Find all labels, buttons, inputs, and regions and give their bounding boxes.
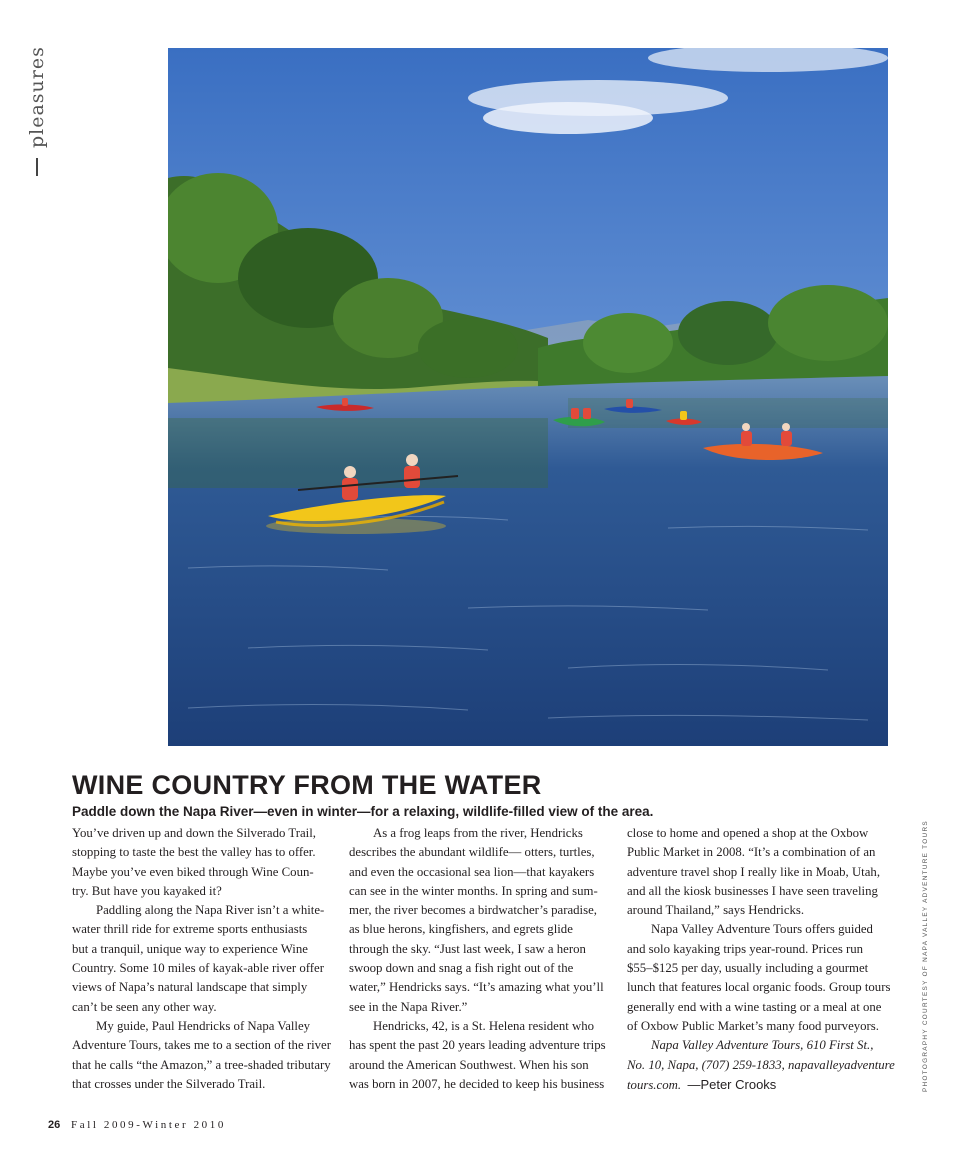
body-line: As a frog leaps from the river, Hendricks [373,826,583,840]
section-rule [36,158,38,176]
body-line: Napa Valley Adventure Tours offers guided [651,922,873,937]
tree [678,301,778,365]
body-line: was born in 2007, he decided to keep his business [349,1076,605,1091]
body-line: You’ve driven up and down the Silverado Trail, [72,826,316,840]
body-line: Paddling along the Napa River isn’t a white- [96,903,325,918]
body-line: Adventure Tours, takes me to a section of the river [72,1038,331,1053]
body-line: swoop down and snag a fish right out of the [349,961,574,976]
body-line: and solo kayaking trips year-round. Prices run [627,941,864,956]
photo-illustration [168,48,888,746]
page-number: 26 [48,1119,61,1131]
body-line: Public Market in 2008. “It’s a combination of an [627,845,876,860]
tree [768,285,888,361]
article-headline: WINE COUNTRY FROM THE WATER [72,770,542,800]
issue-date: Fall 2009-Winter 2010 [71,1119,226,1131]
article-column-1 [72,824,334,1094]
body-line: describes the abundant wildlife— otters, turtles, [349,845,595,860]
body-line: and even the occasional sea lion—that kayakers [349,864,595,879]
body-line: and all the kiosk businesses I have seen traveling [627,883,878,898]
body-line: views of Napa’s natural landscape that simply [72,980,308,995]
section-tab [20,40,56,190]
body-line: around Thailand,” says Hendricks. [627,903,805,918]
body-line: Country. Some 10 miles of kayak-able river offer [72,961,324,976]
tree [418,318,518,378]
contact-website: tours.com. [627,1077,682,1092]
body-line: adventure travel shop I really like in Moab, Utah, [627,864,881,879]
article-dek: Paddle down the Napa River—even in winter—for a relaxing, wildlife-filled view of the area. [72,804,654,819]
article-column-3 [627,824,895,1095]
body-line: mer, the river becomes a birdwatcher’s paradise, [349,903,597,918]
body-line: water,” Hendricks says. “It’s amazing what you’ll [349,980,604,995]
page-folio [48,1119,226,1131]
tree-reflection [568,398,888,428]
body-line: water thrill ride for extreme sports enthusiasts [72,922,308,937]
contact-line-final [627,1075,889,1095]
body-line: through the sky. “Just last week, I saw a heron [349,941,586,956]
body-line: $55–$125 per day, usually including a gourmet [627,961,869,976]
body-line: Hendricks, 42, is a St. Helena resident who [373,1018,595,1033]
body-line: lunch that features local organic foods. Group tours [627,980,891,995]
article-column-2 [349,824,611,1094]
body-line: My guide, Paul Hendricks of Napa Valley [96,1018,311,1033]
body-line: close to home and opened a shop at the Oxbow [627,826,869,840]
byline: —Peter Crooks [687,1076,777,1092]
body-line: of Oxbow Public Market’s many food purveyors. [627,1018,879,1033]
body-line: but a tranquil, unique way to experience Wine [72,941,308,956]
photo-credit: PHOTOGRAPHY COURTESY OF NAPA VALLEY ADVENTURE TOURS [922,820,929,1092]
body-line: around the American Southwest. When his son [349,1057,589,1072]
body-line: as blue herons, kingfishers, and egrets glide [349,922,573,937]
section-label: pleasures [26,46,48,148]
body-line: see in the Napa River.” [349,999,468,1014]
body-line: Maybe you’ve even biked through Wine Coun- [72,864,314,879]
contact-line: Napa Valley Adventure Tours, 610 First St., [651,1038,874,1053]
body-line: has spent the past 20 years leading adventure trips [349,1038,606,1053]
contact-line: No. 10, Napa, (707) 259-1833, napavalleyadventure [627,1057,895,1072]
body-line: generally end with a wine tasting or a meal at one [627,999,882,1014]
body-line: that he calls “the Amazon,” a tree-shaded tributary [72,1057,331,1072]
tree [583,313,673,373]
body-line: can see in the winter months. In spring and sum- [349,883,598,898]
body-line: can’t be seen any other way. [72,999,217,1014]
body-line: try. But have you kayaked it? [72,883,222,898]
river-kayak-photo [168,48,888,746]
body-line: that crosses under the Silverado Trail. [72,1076,266,1091]
cloud [483,102,653,134]
tree-reflection [168,418,548,488]
body-line: stopping to taste the best the valley has to offer. [72,845,316,860]
